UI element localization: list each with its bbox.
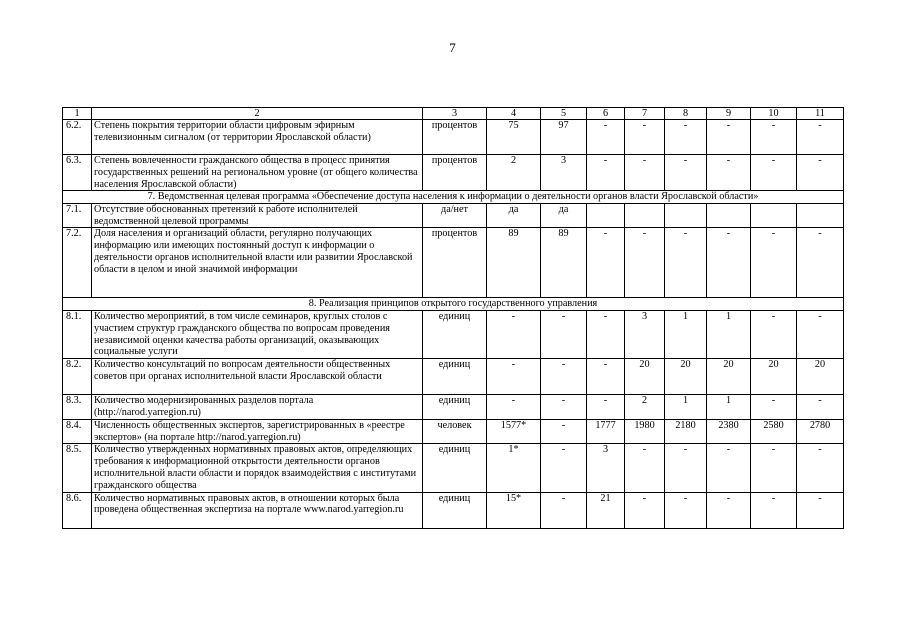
value-cell: 1 — [707, 310, 751, 358]
value-cell: - — [707, 444, 751, 492]
column-number-header: 4 — [487, 108, 541, 120]
value-cell: - — [707, 120, 751, 155]
table-row — [63, 492, 844, 528]
value-cell: 20 — [797, 359, 844, 395]
value-cell: - — [665, 492, 707, 528]
value-cell: да — [541, 203, 587, 228]
value-cell: да — [487, 203, 541, 228]
value-cell: - — [587, 120, 625, 155]
indicator-name: Количество консультаций по вопросам деятельности общественных советов при органах исполнительной власти Ярославской области — [92, 359, 423, 395]
value-cell: - — [751, 310, 797, 358]
column-number-header: 3 — [423, 108, 487, 120]
value-cell: 21 — [587, 492, 625, 528]
value-cell: - — [625, 228, 665, 298]
table-body — [63, 108, 844, 529]
value-cell: 1980 — [625, 419, 665, 444]
value-cell — [751, 203, 797, 228]
indicator-name: Количество мероприятий, в том числе семинаров, круглых столов с участием структур гражданского общества по вопросам проведения независимой оценки качества работы организаций, оказывающих социальные услуги — [92, 310, 423, 358]
section-header-row — [63, 298, 844, 311]
value-cell: - — [665, 120, 707, 155]
row-number: 6.3. — [63, 155, 92, 191]
unit-cell: процентов — [423, 120, 487, 155]
table-row — [63, 444, 844, 492]
unit-cell: процентов — [423, 228, 487, 298]
table-row — [63, 155, 844, 191]
value-cell: - — [587, 155, 625, 191]
value-cell — [797, 203, 844, 228]
value-cell: 1 — [707, 395, 751, 420]
unit-cell: единиц — [423, 359, 487, 395]
row-number: 8.1. — [63, 310, 92, 358]
value-cell: 20 — [707, 359, 751, 395]
value-cell — [707, 203, 751, 228]
value-cell: - — [751, 395, 797, 420]
column-number-header: 2 — [92, 108, 423, 120]
indicator-name: Численность общественных экспертов, зарегистрированных в «реестре экспертов» (на портале http://narod.yarregion.ru) — [92, 419, 423, 444]
value-cell: - — [797, 492, 844, 528]
table-row — [63, 395, 844, 420]
indicator-name: Количество утвержденных нормативных правовых актов, определяющих требования к информационной открытости деятельности органов исполнительной власти области и порядок взаимодействия с институтами гражданского общества — [92, 444, 423, 492]
column-number-header: 11 — [797, 108, 844, 120]
column-number-header: 6 — [587, 108, 625, 120]
value-cell: 1 — [665, 395, 707, 420]
value-cell: - — [587, 395, 625, 420]
value-cell: - — [751, 228, 797, 298]
value-cell: 1577* — [487, 419, 541, 444]
table-row — [63, 120, 844, 155]
indicator-name: Степень вовлеченности гражданского общества в процесс принятия государственных решений на региональном уровне (от общего количества населения Ярославской области) — [92, 155, 423, 191]
indicator-name: Доля населения и организаций области, регулярно получающих информацию или имеющих постоянный доступ к информации о деятельности органов исполнительной власти или развитии Ярославской области в целом и иной значимой информации — [92, 228, 423, 298]
row-number: 7.2. — [63, 228, 92, 298]
value-cell: 1* — [487, 444, 541, 492]
value-cell: 1 — [665, 310, 707, 358]
value-cell: - — [707, 155, 751, 191]
section-header-row — [63, 191, 844, 204]
value-cell: - — [625, 120, 665, 155]
indicator-name: Отсутствие обоснованных претензий к работе исполнителей ведомственной целевой программы — [92, 203, 423, 228]
value-cell: - — [587, 359, 625, 395]
value-cell: 20 — [625, 359, 665, 395]
value-cell: - — [751, 155, 797, 191]
column-number-header: 9 — [707, 108, 751, 120]
value-cell — [625, 203, 665, 228]
value-cell: 1777 — [587, 419, 625, 444]
indicator-name: Количество модернизированных разделов портала (http://narod.yarregion.ru) — [92, 395, 423, 420]
value-cell: - — [541, 492, 587, 528]
value-cell: - — [751, 444, 797, 492]
value-cell: - — [487, 310, 541, 358]
value-cell: - — [541, 395, 587, 420]
value-cell: - — [587, 228, 625, 298]
row-number: 8.2. — [63, 359, 92, 395]
value-cell: - — [665, 228, 707, 298]
value-cell: - — [625, 492, 665, 528]
value-cell: - — [707, 492, 751, 528]
value-cell: 20 — [665, 359, 707, 395]
value-cell: - — [751, 492, 797, 528]
column-number-header: 5 — [541, 108, 587, 120]
column-number-header: 7 — [625, 108, 665, 120]
column-number-header: 10 — [751, 108, 797, 120]
page-number: 7 — [449, 40, 456, 55]
value-cell: - — [541, 359, 587, 395]
table-row — [63, 419, 844, 444]
value-cell: - — [665, 155, 707, 191]
unit-cell: единиц — [423, 310, 487, 358]
section-title: 8. Реализация принципов открытого государственного управления — [63, 298, 844, 311]
row-number: 6.2. — [63, 120, 92, 155]
value-cell: - — [707, 228, 751, 298]
value-cell: 2780 — [797, 419, 844, 444]
value-cell: - — [797, 228, 844, 298]
row-number: 8.4. — [63, 419, 92, 444]
value-cell: 3 — [625, 310, 665, 358]
value-cell: - — [541, 419, 587, 444]
value-cell: 2180 — [665, 419, 707, 444]
value-cell: 2380 — [707, 419, 751, 444]
row-number: 7.1. — [63, 203, 92, 228]
unit-cell: единиц — [423, 444, 487, 492]
value-cell: 2 — [625, 395, 665, 420]
unit-cell: человек — [423, 419, 487, 444]
indicator-name: Количество нормативных правовых актов, в отношении которых была проведена общественная экспертиза на портале www.narod.yarregion.ru — [92, 492, 423, 528]
table-row — [63, 310, 844, 358]
value-cell: 89 — [487, 228, 541, 298]
value-cell: - — [797, 444, 844, 492]
row-number: 8.5. — [63, 444, 92, 492]
value-cell: - — [797, 310, 844, 358]
value-cell — [665, 203, 707, 228]
table-row — [63, 359, 844, 395]
value-cell: 3 — [587, 444, 625, 492]
indicator-name: Степень покрытия территории области цифровым эфирным телевизионным сигналом (от территории Ярославской области) — [92, 120, 423, 155]
value-cell: - — [797, 155, 844, 191]
column-number-header: 8 — [665, 108, 707, 120]
value-cell: - — [797, 120, 844, 155]
value-cell: - — [625, 444, 665, 492]
value-cell: 2580 — [751, 419, 797, 444]
table-row — [63, 228, 844, 298]
value-cell: 89 — [541, 228, 587, 298]
value-cell: 3 — [541, 155, 587, 191]
value-cell: 97 — [541, 120, 587, 155]
section-title: 7. Ведомственная целевая программа «Обеспечение доступа населения к информации о деятельности органов власти Ярославской области» — [63, 191, 844, 204]
value-cell: 75 — [487, 120, 541, 155]
value-cell — [587, 203, 625, 228]
unit-cell: да/нет — [423, 203, 487, 228]
indicators-table — [62, 107, 844, 529]
value-cell: 2 — [487, 155, 541, 191]
value-cell: 20 — [751, 359, 797, 395]
unit-cell: процентов — [423, 155, 487, 191]
row-number: 8.3. — [63, 395, 92, 420]
column-number-header: 1 — [63, 108, 92, 120]
column-number-header-row — [63, 108, 844, 120]
unit-cell: единиц — [423, 395, 487, 420]
value-cell: - — [625, 155, 665, 191]
unit-cell: единиц — [423, 492, 487, 528]
value-cell: - — [587, 310, 625, 358]
value-cell: - — [797, 395, 844, 420]
value-cell: - — [665, 444, 707, 492]
table-row — [63, 203, 844, 228]
value-cell: - — [541, 310, 587, 358]
value-cell: - — [541, 444, 587, 492]
value-cell: - — [487, 395, 541, 420]
value-cell: - — [751, 120, 797, 155]
row-number: 8.6. — [63, 492, 92, 528]
value-cell: - — [487, 359, 541, 395]
value-cell: 15* — [487, 492, 541, 528]
